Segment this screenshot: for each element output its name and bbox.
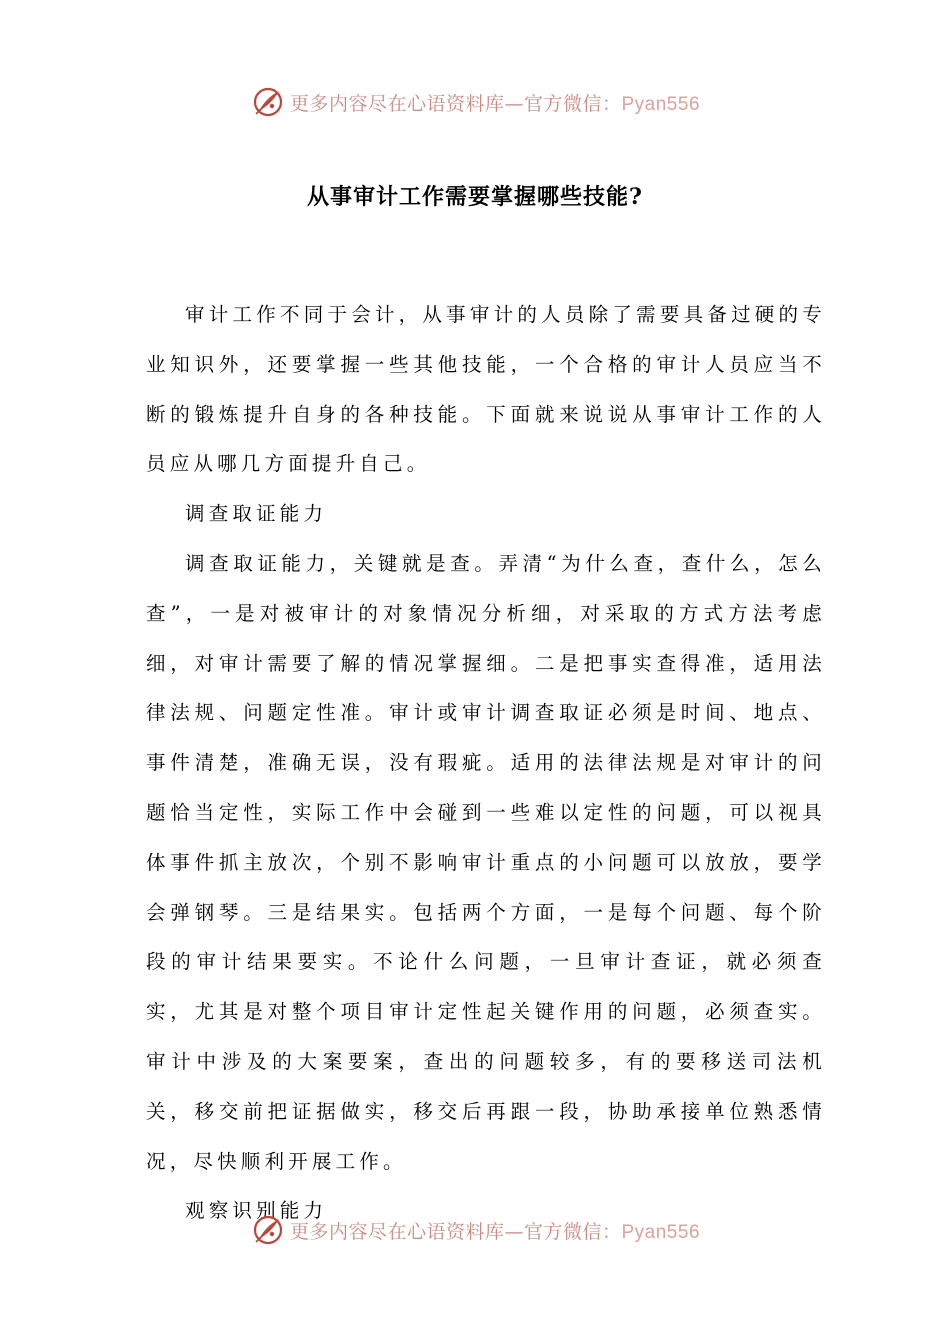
intro-paragraph: 审计工作不同于会计，从事审计的人员除了需要具备过硬的专业知识外，还要掌握一些其他技能，一个合格的审计人员应当不断的锻炼提升自身的各种技能。下面就来说说从事审计工作的人员应从哪几方面提升自己。	[146, 303, 826, 476]
section-heading-observation: 观察识别能力	[185, 1199, 328, 1223]
footer-banner	[0, 1210, 950, 1250]
banner-label: 更多内容尽在心语资料库—官方微信：	[289, 92, 622, 115]
banner-label: 更多内容尽在心语资料库—官方微信：	[289, 1220, 622, 1243]
document-body	[146, 290, 826, 1236]
feather-pen-logo-icon	[250, 84, 286, 120]
wechat-id: Pyan556	[621, 93, 701, 115]
document-title: 从事审计工作需要掌握哪些技能?	[307, 184, 643, 210]
banner-text	[290, 1217, 700, 1244]
header-banner	[0, 82, 950, 122]
investigation-paragraph: 调查取证能力，关键就是查。弄清“为什么查，查什么，怎么查”，一是对被审计的对象情况分析细，对采取的方式方法考虑细，对审计需要了解的情况掌握细。二是把事实查得准，适用法律法规、问题定性准。审计或审计调查取证必须是时间、地点、事件清楚，准确无误，没有瑕疵。适用的法律法规是对审计的问题恰当定性，实际工作中会碰到一些难以定性的问题，可以视具体事件抓主放次，个别不影响审计重点的小问题可以放放，要学会弹钢琴。三是结果实。包括两个方面，一是每个问题、每个阶段的审计结果要实。不论什么问题，一旦审计查证，就必须查实，尤其是对整个项目审计定性起关键作用的问题，必须查实。审计中涉及的大案要案，查出的问题较多，有的要移送司法机关，移交前把证据做实，移交后再跟一段，协助承接单位熟悉情况，尽快顺利开展工作。	[146, 551, 826, 1173]
wechat-id: Pyan556	[621, 1221, 701, 1243]
banner-text	[290, 89, 700, 116]
feather-pen-logo-icon	[250, 1212, 286, 1248]
section-heading-investigation: 调查取证能力	[185, 502, 328, 526]
